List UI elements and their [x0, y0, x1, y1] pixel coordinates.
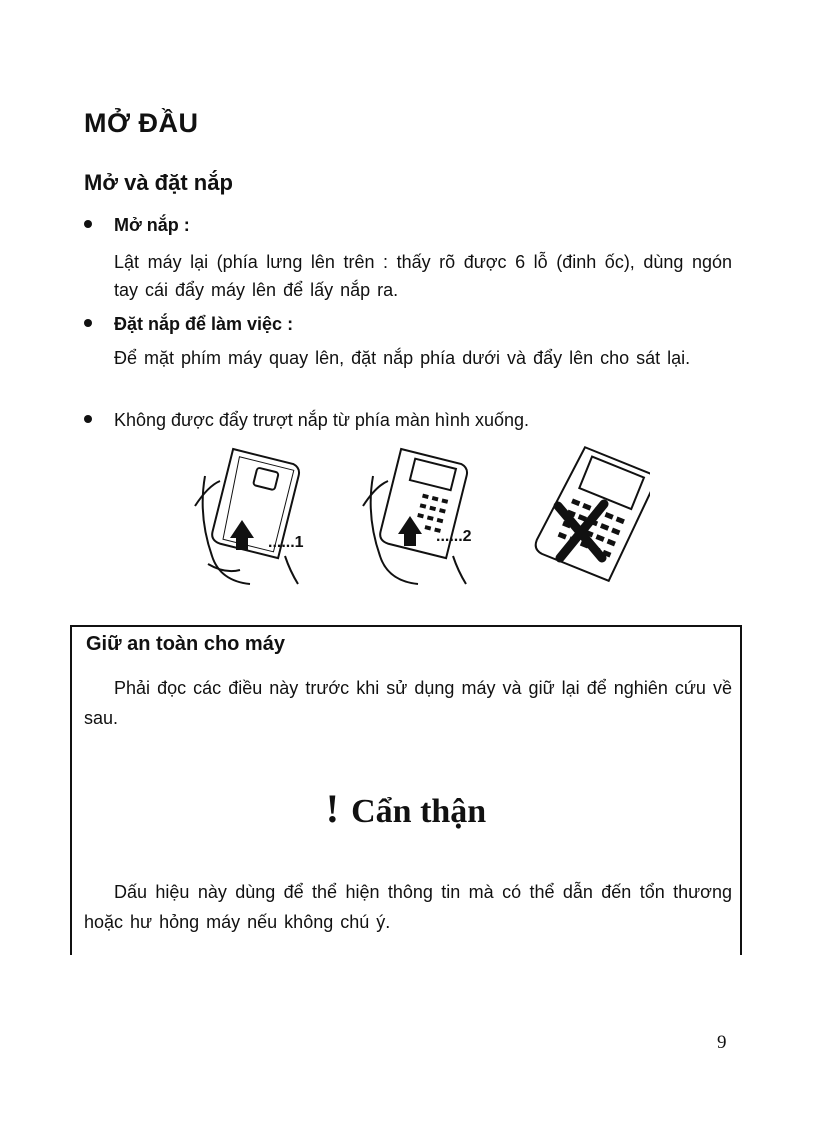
bullet-icon [84, 415, 92, 423]
section-title: Mở và đặt nắp [84, 170, 233, 195]
bullet-icon [84, 319, 92, 327]
step-1-label: ......1 [268, 534, 304, 551]
bullet-icon [84, 220, 92, 228]
caution-text: Dấu hiệu này dùng để thể hiện thông tin mà có thể dẫn đến tổn thương hoặc hư hỏng máy nếu không chú ý. [84, 882, 732, 932]
safety-notice-box [70, 625, 742, 955]
bullet-text: Lật máy lại (phía lưng lên trên : thấy rõ được 6 lỗ (đinh ốc), dùng ngón tay cái đẩy máy lên để lấy nắp ra. [114, 252, 732, 300]
caution-icon: ! [325, 786, 340, 831]
caution-title: Cẩn thận [351, 793, 487, 830]
page-heading: MỞ ĐẦU [84, 108, 199, 138]
safety-box-title: Giữ an toàn cho máy [86, 633, 285, 655]
step-2-label: ......2 [436, 528, 472, 545]
cover-illustrations [190, 446, 650, 588]
bullet-item-open-cover [84, 215, 190, 236]
calculator-cover-push-illustration [358, 446, 478, 586]
calculator-back-illustration [190, 446, 310, 586]
bullet-label: Đặt nắp để làm việc : [114, 314, 294, 334]
bullet-label: Mở nắp : [114, 215, 190, 235]
bullet-text: Để mặt phím máy quay lên, đặt nắp phía dưới và đẩy lên cho sát lại. [114, 348, 691, 368]
caution-heading [72, 785, 740, 832]
bullet-item-warning [84, 410, 529, 431]
safety-intro-text: Phải đọc các điều này trước khi sử dụng máy và giữ lại để nghiên cứu về sau. [84, 678, 732, 728]
page-number: 9 [717, 1032, 727, 1053]
bullet-text: Không được đẩy trượt nắp từ phía màn hình xuống. [114, 410, 530, 430]
calculator-crossed-illustration [520, 446, 650, 586]
bullet-item-attach-cover [84, 314, 293, 335]
